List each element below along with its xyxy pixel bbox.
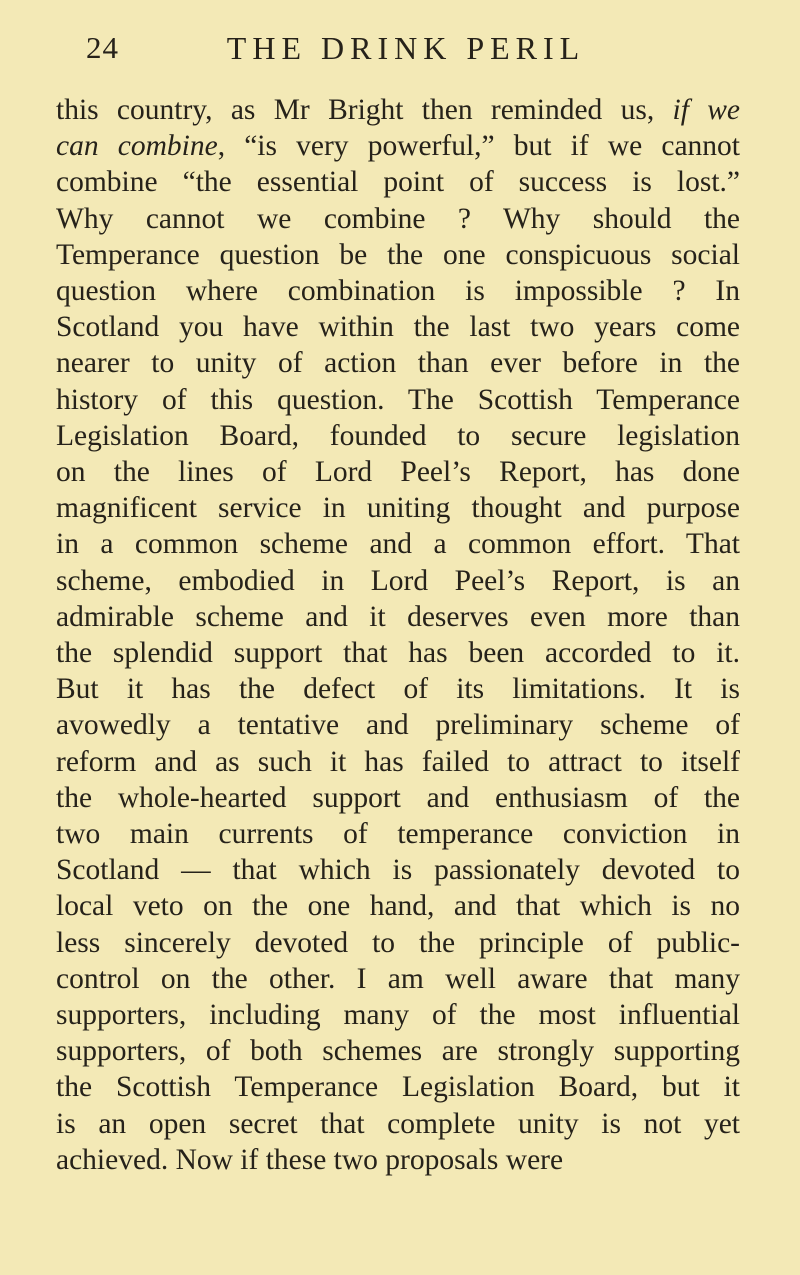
text-line <box>56 780 740 816</box>
text-line <box>56 1033 740 1069</box>
text-run: Scotland — that which is passionately devoted to <box>56 854 740 887</box>
text-line <box>56 309 740 345</box>
text-run: history of this question. The Scottish Temperance <box>56 383 740 416</box>
text-line <box>56 345 740 381</box>
text-run: Temperance question be the one conspicuous social <box>56 238 740 271</box>
text-run: the splendid support that has been accorded to it. <box>56 637 740 670</box>
text-run: this country, as Mr Bright then reminded us, <box>56 94 673 126</box>
text-line <box>56 707 740 743</box>
body-text <box>56 92 740 1178</box>
text-run: on the lines of Lord Peel’s Report, has done <box>56 456 740 489</box>
text-line <box>56 382 740 418</box>
text-run: less sincerely devoted to the principle of public- <box>56 926 740 959</box>
text-line <box>56 237 740 273</box>
text-run: Why cannot we combine ? Why should the <box>56 202 740 235</box>
text-run: reform and as such it has failed to attract to itself <box>56 745 740 778</box>
text-line <box>56 454 740 490</box>
text-line <box>56 201 740 237</box>
text-run: avowedly a tentative and preliminary scheme of <box>56 709 740 742</box>
text-line <box>56 599 740 635</box>
text-run: admirable scheme and it deserves even more than <box>56 600 740 633</box>
text-line <box>56 1069 740 1105</box>
text-line <box>56 418 740 454</box>
text-run: the whole-hearted support and enthusiasm of the <box>56 781 740 814</box>
running-title: THE DRINK PERIL <box>226 30 586 66</box>
text-line <box>56 526 740 562</box>
text-run: two main currents of temperance conviction in <box>56 818 740 851</box>
text-line <box>56 961 740 997</box>
text-run: scheme, embodied in Lord Peel’s Report, is an <box>56 564 740 597</box>
text-line <box>56 273 740 309</box>
text-line <box>56 490 740 526</box>
text-run: achieved. Now if these two proposals were <box>56 1143 564 1176</box>
text-line <box>56 816 740 852</box>
page-number: 24 <box>86 30 119 65</box>
text-line <box>56 925 740 961</box>
text-line <box>56 635 740 671</box>
text-run: supporters, of both schemes are strongly supporting <box>56 1035 740 1068</box>
text-run: supporters, including many of the most influential <box>56 999 740 1032</box>
text-run: in a common scheme and a common effort. That <box>56 528 740 561</box>
text-run: Scotland you have within the last two years come <box>56 311 740 344</box>
text-line <box>56 997 740 1033</box>
text-line <box>56 852 740 888</box>
text-line <box>56 888 740 924</box>
text-run: the Scottish Temperance Legislation Board, but it <box>56 1071 740 1104</box>
italic-run: if we <box>672 94 740 126</box>
text-run: But it has the defect of its limitations. It is <box>56 673 740 706</box>
page-header <box>86 30 726 80</box>
text-run: combine “the essential point of success is lost.” <box>56 166 740 199</box>
text-line <box>56 1142 740 1178</box>
text-line <box>56 164 740 200</box>
text-run: question where combination is impossible ? In <box>56 275 740 308</box>
text-run: control on the other. I am well aware that many <box>56 962 740 995</box>
text-run: , “is very powerful,” but if we cannot <box>217 130 740 163</box>
text-run: is an open secret that complete unity is not yet <box>56 1107 740 1140</box>
text-line <box>56 92 740 128</box>
text-line <box>56 1106 740 1142</box>
text-line <box>56 671 740 707</box>
text-run: magnificent service in uniting thought and purpose <box>56 492 740 525</box>
italic-run: can combine <box>56 130 218 163</box>
text-line <box>56 744 740 780</box>
text-run: Legislation Board, founded to secure legislation <box>56 419 740 452</box>
text-line <box>56 128 740 164</box>
text-line <box>56 563 740 599</box>
text-run: nearer to unity of action than ever before in the <box>56 347 740 380</box>
text-run: local veto on the one hand, and that which is no <box>56 890 740 923</box>
